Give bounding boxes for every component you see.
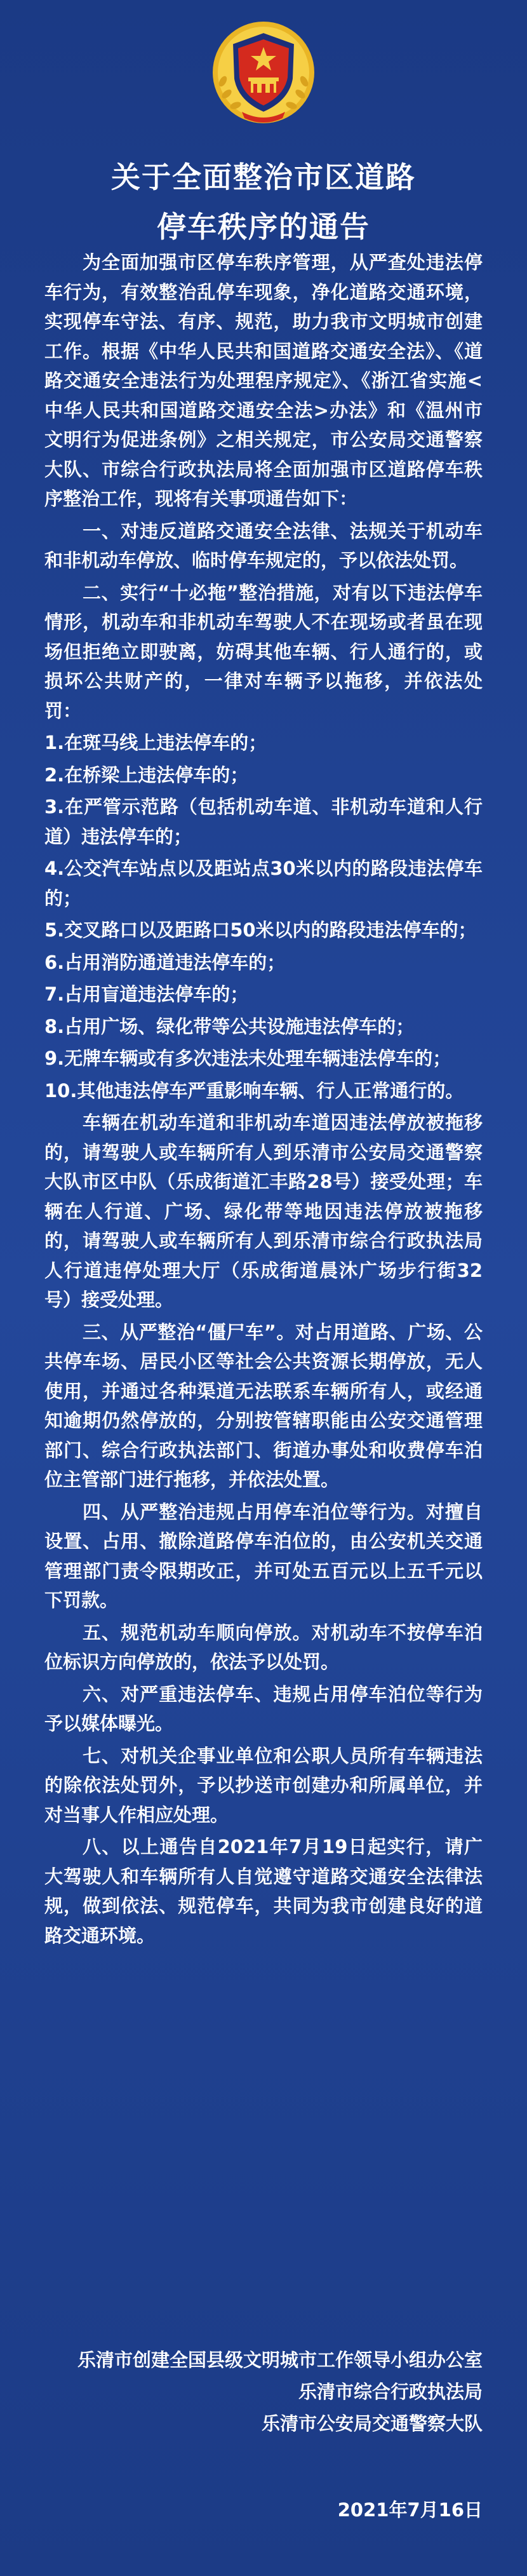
section-7-paragraph: 七、对机关企事业单位和公职人员所有车辆违法的除依法处罚外，予以抄送市创建办和所属单位，并对当事人作相应处理。 [44, 1744, 483, 1826]
list-item: 2.在桥梁上违法停车的； [44, 764, 249, 786]
list-item: 4.公交汽车站点以及距站点30米以内的路段违法停车的； [44, 858, 483, 909]
issue-date: 2021年7月16日 [337, 2499, 483, 2521]
signature-block [44, 2344, 483, 2526]
list-item: 3.在严管示范路（包括机动车道、非机动车道和人行道）违法停车的； [44, 796, 483, 847]
section-8-paragraph: 八、以上通告自2021年7月19日起实行，请广大驾驶人和车辆所有人自觉遵守道路交通安全法律法规，做到依法、规范停车，共同为我市创建良好的道路交通环境。 [44, 1836, 483, 1946]
list-item: 5.交叉路口以及距路口50米以内的路段违法停车的； [44, 919, 477, 941]
police-emblem-icon [209, 18, 318, 127]
notice-title [0, 152, 527, 252]
tow-note-paragraph: 车辆在机动车道和非机动车道因违法停放被拖移的，请驾驶人或车辆所有人到乐清市公安局交通警察大队市区中队（乐成街道汇丰路28号）接受处理；车辆在人行道、广场、绿化带等地因违法停放被拖移的，请驾驶人或车辆所有人到乐清市综合行政执法局人行道违停处理大厅（乐成街道晨沐广场步行街32号）接受处理。 [44, 1112, 483, 1311]
list-item: 8.占用广场、绿化带等公共设施违法停车的； [44, 1015, 415, 1037]
section-5-paragraph: 五、规范机动车顺向停放。对机动车不按停车泊位标识方向停放的，依法予以处罚。 [44, 1621, 483, 1673]
issuer-org-1: 乐清市创建全国县级文明城市工作领导小组办公室 [77, 2349, 483, 2371]
list-item: 10.其他违法停车严重影响车辆、行人正常通行的。 [44, 1079, 464, 1102]
notice-title-line-2: 停车秩序的通告 [157, 210, 370, 244]
notice-title-line-1: 关于全面整治市区道路 [111, 160, 416, 194]
list-item: 6.占用消防通道违法停车的； [44, 951, 286, 973]
section-4-paragraph: 四、从严整治违规占用停车泊位等行为。对擅自设置、占用、撤除道路停车泊位的，由公安机关交通管理部门责令限期改正，并可处五百元以上五千元以下罚款。 [44, 1500, 483, 1611]
issuer-org-3: 乐清市公安局交通警察大队 [261, 2413, 483, 2434]
section-1-paragraph: 一、对违反道路交通安全法律、法规关于机动车和非机动车停放、临时停车规定的，予以依法处罚。 [44, 520, 483, 571]
notice-body [44, 248, 483, 1953]
list-item: 1.在斑马线上违法停车的； [44, 732, 267, 753]
issuer-org-2: 乐清市综合行政执法局 [298, 2381, 483, 2403]
section-6-paragraph: 六、对严重违法停车、违规占用停车泊位等行为予以媒体曝光。 [44, 1683, 483, 1734]
list-item: 9.无牌车辆或有多次违法未处理车辆违法停车的； [44, 1048, 451, 1069]
section-2-paragraph: 二、实行“十必拖”整治措施，对有以下违法停车情形，机动车和非机动车驾驶人不在现场或者虽在现场但拒绝立即驶离，妨碍其他车辆、行人通行的，或损坏公共财产的，一律对车辆予以拖移，并依法处罚： [44, 581, 483, 722]
section-3-paragraph: 三、从严整治“僵尸车”。对占用道路、广场、公共停车场、居民小区等社会公共资源长期停放，无人使用，并通过各种渠道无法联系车辆所有人，或经通知逾期仍然停放的，分别按管辖职能由公安交通管理部门、综合行政执法部门、街道办事处和收费停车泊位主管部门进行拖移，并依法处置。 [44, 1321, 483, 1490]
list-item: 7.占用盲道违法停车的； [44, 983, 249, 1005]
intro-paragraph: 为全面加强市区停车秩序管理，从严查处违法停车行为，有效整治乱停车现象，净化道路交通环境，实现停车守法、有序、规范，助力我市文明城市创建工作。根据《中华人民共和国道路交通安全法》、《道路交通安全违法行为处理程序规定》、《浙江省实施<中华人民共和国道路交通安全法>办法》和《温州市文明行为促进条例》之相关规定，市公安局交通警察大队、市综合行政执法局将全面加强市区道路停车秩序整治工作，现将有关事项通告如下： [44, 252, 483, 509]
